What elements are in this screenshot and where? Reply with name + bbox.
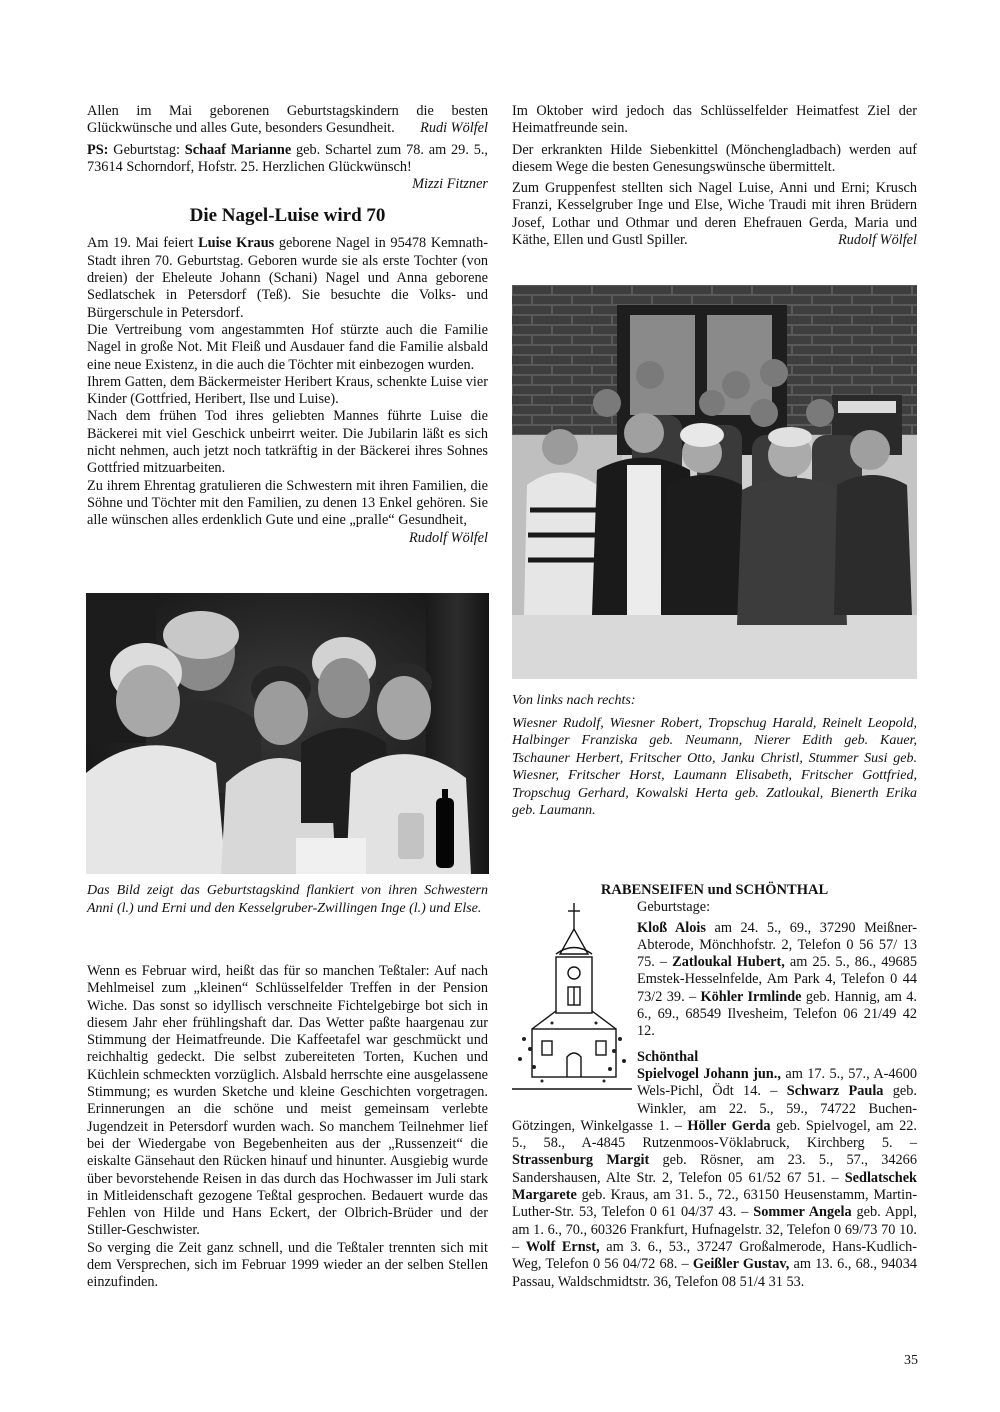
signature: Rudolf Wölfel: [408, 529, 488, 546]
article-paragraph: Im Oktober wird jedoch das Schlüsselfelder Heimatfest Ziel der Heimatfreunde sein.: [512, 103, 917, 137]
photo-caption-left: Das Bild zeigt das Geburtstagskind flankiert von ihren Schwestern Anni (l.) und Erni und den Kesselgruber-Zwillingen Inge (l.) und Else.: [87, 883, 488, 916]
birthdays-section: [512, 882, 917, 1291]
church-icon: [512, 899, 632, 1111]
signature: Rudolf Wölfel: [837, 232, 917, 249]
article-paragraph: Ihrem Gatten, dem Bäckermeister Heribert Kraus, schenkte Luise vier Kinder (Gottfried, Heribert, Ilse und Luise).: [87, 373, 488, 408]
article-paragraph: Die Vertreibung vom angestammten Hof stürzte auch die Familie Nagel in große Not. Mit Fleiß und Ausdauer fand die Familie alsbald eine neue Existenz, in die auch die Töchter mit einbezogen wurden.: [87, 321, 488, 373]
birthdays-label: Geburtstage:: [637, 899, 711, 916]
photo-group-fest: [512, 285, 917, 679]
postscript-paragraph: PS: Geburtstag: Schaaf Marianne geb. Schartel zum 78. am 29. 5., 73614 Schorndorf, Hofstr. 25. Herzlichen Glückwünsch! Mizzi Fitzner: [87, 141, 488, 193]
article-paragraph: Der erkrankten Hilde Siebenkittel (Mönchengladbach) werden auf diesem Wege die besten Genesungswünsche übermittelt.: [512, 141, 917, 175]
article-paragraph: Nach dem frühen Tod ihres geliebten Mannes führte Luise die Bäckerei mit viel Geschick unbeirrt weiter. Die Jubilarin läßt es sich nicht nehmen, auch jetzt noch tatkräftig in der Bäckerei ihres Sohnes Gottfried mitzuarbeiten.: [87, 408, 488, 477]
right-column-top: [512, 103, 917, 249]
birthday-entries: Spielvogel Johann jun., am 17. 5., 57., A-4600 Wels-Pichl, Ödt 14. – Schwarz Paula geb. Winkler, am 22. 5., 59., 74722 Buchen-Götzingen, Winkelgasse 1. – Höller Gerda geb. Spielvogel, am 22. 5., 58., A-4845 Rutzenmoos-Vöklabruck, Kirchberg 5. – Strassenburg Margit geb. Rösner, am 23. 5., 57., 34266 Sandershausen, Alte Str. 2, Telefon 05 61/52 67 51. – Sedlatschek Margarete geb. Kraus, am 31. 5., 72., 63150 Heusenstamm, Martin-Luther-Str. 53, Telefon 0 61 04/37 43. – Sommer Angela geb. Appl, am 1. 6., 70., 60326 Frankfurt, Hufnagelstr. 32, Telefon 0 69/73 70 10. – Wolf Ernst, am 3. 6., 53., 37247 Großalmerode, Hans-Kudlich-Weg, Telefon 0 56 04/72 68. – Geißler Gustav, am 13. 6., 68., 94034 Passau, Waldschmidtstr. 36, Telefon 08 51/4 31 53.: [512, 1065, 918, 1290]
photo-caption-right: Von links nach rechts: Wiesner Rudolf, Wiesner Robert, Tropschug Harald, Reinelt Leopold, Halbinger Franziska geb. Neumann, Nierer Edith geb. Kauer, Tschauner Herbert, Fritscher Otto, Janku Christl, Stummer Susi geb. Wiesner, Fritscher Horst, Laumann Elisabeth, Fritscher Gottfried, Tropschug Gerhard, Kowalski Herta geb. Zatloukal, Bienerth Erika geb. Laumann.: [512, 693, 917, 818]
church-illustration: [512, 899, 632, 1111]
left-column-bottom: [87, 963, 488, 1292]
birthday-entries: Kloß Alois am 24. 5., 69., 37290 Meißner-Abterode, Mönchhofstr. 2, Telefon 0 56 57/ 13 75. – Zatloukal Hubert, am 25. 5., 86., 49685 Emstek-Hesselnfelde, Am Park 4, Telefon 0 44 73/2 39. – Köhler Irmlinde geb. Hannig, am 4. 6., 69., 68549 Ilvesheim, Telefon 06 21/49 42 12.: [637, 919, 917, 1040]
article-paragraph: Am 19. Mai feiert Luise Kraus geborene Nagel in 95478 Kemnath-Stadt ihren 70. Geburtstag. Geboren wurde sie als erste Tochter (von dreien) der Eheleute Johann (Schani) Nagel und Anna geborene Sedlatschek in Petersdorf (Teß). Sie besuchte die Volks- und Bürgerschule in Petersdorf.: [87, 235, 488, 321]
subsection-title: Schönthal: [637, 1048, 699, 1065]
left-column-top: [87, 103, 488, 547]
article-paragraph: Wenn es Februar wird, heißt das für so manchen Teßtaler: Auf nach Mehlmeisel zum „kleinen“ Schlüsselfelder Treffen in der Pension Wiche. Das sonst so idyllisch verschneite Fichtelgebirge bot sich in diesem Jahr eher frühlingshaft dar. Das Wetter paßte haargenau zur Stimmung der Heimatfreunde. Die Kaffeetafel war geschmückt und reichhaltig gedeckt. Die selbst zubereiteten Torten, Kuchen und Küchlein schmeckten vorzüglich. Alsbald herrschte eine ausgelassene Stimmung; es wurden Sketche und kleine Geschichten vorgetragen. Erinnerungen an die schöne und meist gemeinsam verlebte Jugendzeit in Petersdorf wurden wach. So manchem Teilnehmer lief bei der Wiedergabe von Begebenheiten aus der „Russenzeit“ die eiskalte Gänsehaut den Rücken hinauf und hinunter. Ausgiebig wurde über bevorstehende Reisen in das durch das Hochwasser im Juli stark in Mitleidenschaft gezogene Teßtal gesprochen. Bedauert wurde das Fehlen von Hilde und Hans Eckert, der Olbrich-Brüder und der Stiller-Geschwister.: [87, 963, 488, 1239]
section-title: RABENSEIFEN und SCHÖNTHAL: [600, 882, 829, 898]
article-paragraph: Zum Gruppenfest stellten sich Nagel Luise, Anni und Erni; Krusch Franzi, Kesselgruber Inge und Else, Wiche Traudi mit ihren Brüdern Josef, Lothar und Othmar und deren Ehefrauen Gerda, Maria und Käthe, Ellen und Gustl Spiller. Rudolf Wölfel: [512, 180, 917, 249]
article-paragraph: Zu ihrem Ehrentag gratulieren die Schwestern mit ihren Familien, die Söhne und Töchter mit den Familien, zu denen 13 Enkel gehören. Sie alle wünschen alles erdenklich Gute und eine „pralle“ Gesundheit, Rudolf Wölfel: [87, 477, 488, 546]
photo-image: [86, 593, 489, 874]
article-heading: Die Nagel-Luise wird 70: [189, 205, 386, 227]
signature: Rudi Wölfel: [420, 120, 488, 137]
signature: Mizzi Fitzner: [412, 176, 488, 193]
article-paragraph: So verging die Zeit ganz schnell, und die Teßtaler trennten sich mit dem Versprechen, sich im Februar 1999 wieder an der selben Stellen einzufinden.: [87, 1239, 488, 1291]
page-number: 35: [904, 1353, 918, 1368]
photo-birthday-sisters: [86, 593, 489, 874]
greeting-paragraph: Allen im Mai geborenen Geburtstagskindern die besten Glückwünsche und alles Gute, besonders Gesundheit. Rudi Wölfel: [87, 103, 488, 137]
photo-image: [512, 285, 917, 679]
